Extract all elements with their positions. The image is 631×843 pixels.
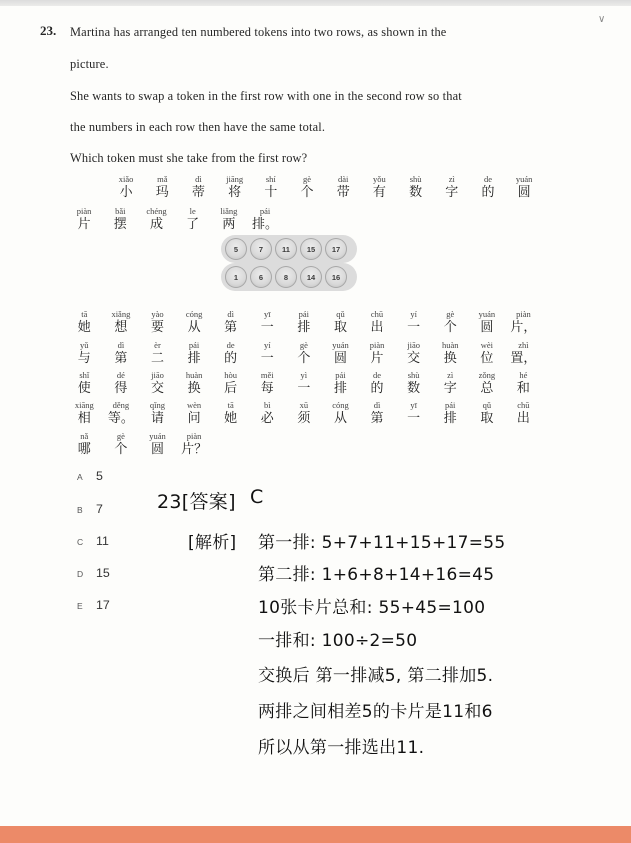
option-c-letter: C (77, 537, 84, 547)
question-line-2: picture. (70, 57, 109, 71)
pinyin-syllable: jiāo (407, 340, 421, 350)
option-e-letter: E (77, 601, 83, 611)
pinyin-character (212, 308, 249, 336)
hanzi-character: 第 (370, 411, 384, 426)
pinyin-character (66, 430, 103, 458)
token-row-1 (225, 238, 347, 260)
pinyin-character (176, 339, 213, 367)
bottom-color-band (0, 826, 631, 843)
pinyin-character (103, 430, 140, 458)
hanzi-character: 小 (119, 185, 133, 200)
pinyin-syllable: gè (446, 309, 455, 319)
hanzi-character: 她 (77, 320, 91, 335)
pinyin-character (249, 399, 286, 427)
number-token: 11 (275, 238, 297, 260)
pinyin-syllable: pái (445, 400, 456, 410)
pinyin-character (505, 339, 542, 367)
pinyin-character (322, 339, 359, 367)
hanzi-character: 请 (150, 411, 164, 426)
pinyin-syllable: de (373, 370, 382, 380)
pinyin-syllable: zì (448, 174, 455, 184)
pinyin-character (432, 339, 469, 367)
pinyin-character (66, 399, 103, 427)
hanzi-character: 第 (114, 351, 128, 366)
handwritten-line-4: 一排和: 100÷2=50 (258, 631, 418, 651)
hanzi-character: 带 (336, 185, 350, 200)
hanzi-character: 后 (224, 381, 238, 396)
hanzi-character: 一 (297, 381, 311, 396)
hanzi-character: 换 (187, 381, 201, 396)
number-token: 16 (325, 266, 347, 288)
pinyin-syllable: le (189, 206, 196, 216)
pinyin-syllable: yuán (515, 174, 533, 184)
pinyin-syllable: piàn (76, 206, 92, 216)
handwritten-line-7: 所以从第一排选出11. (258, 738, 425, 758)
pinyin-syllable: pái (298, 309, 310, 319)
pinyin-syllable: tā (81, 309, 88, 319)
hanzi-character: 哪 (77, 442, 91, 457)
pinyin-character (469, 339, 506, 367)
pinyin-syllable: jiāng (226, 174, 244, 184)
hanzi-character: 的 (224, 351, 238, 366)
pinyin-row (66, 369, 542, 397)
pinyin-syllable: de (226, 340, 235, 350)
hanzi-character: 相 (77, 411, 91, 426)
handwritten-line-2: 第二排: 1+6+8+14+16=45 (258, 565, 495, 585)
pinyin-syllable: qǔ (336, 309, 345, 319)
question-line-4: the numbers in each row then have the same total. (70, 120, 326, 134)
pinyin-syllable: dé (116, 370, 125, 380)
pinyin-character (398, 173, 434, 201)
hanzi-character: 玛 (155, 185, 169, 200)
hanzi-character: 的 (481, 185, 495, 200)
pinyin-character (286, 339, 323, 367)
hanzi-character: 与 (77, 351, 91, 366)
pinyin-character (139, 308, 176, 336)
pinyin-character (139, 369, 176, 397)
pinyin-syllable: dài (338, 174, 349, 184)
hanzi-character: 从 (187, 320, 201, 335)
hanzi-character: 排 (333, 381, 347, 396)
hanzi-character: 要 (150, 320, 164, 335)
pinyin-character (359, 308, 396, 336)
pinyin-syllable: qǐng (149, 400, 166, 410)
pinyin-character (138, 205, 174, 233)
question-line-5: Which token must she take from the first row? (70, 151, 308, 165)
pinyin-character (432, 399, 469, 427)
option-e-value: 17 (96, 598, 110, 612)
pinyin-syllable: gè (303, 174, 312, 184)
pinyin-character (325, 173, 361, 201)
hanzi-character: 片？ (181, 442, 208, 457)
hanzi-character: 位 (480, 351, 494, 366)
hanzi-character: 和 (516, 381, 530, 396)
pinyin-syllable: zhì (518, 340, 529, 350)
handwritten-answer-label: 23[答案] (157, 491, 236, 513)
hanzi-character: 第 (224, 320, 238, 335)
pinyin-row (66, 308, 542, 336)
pinyin-syllable: yǒu (373, 174, 386, 184)
pinyin-row (66, 430, 212, 458)
pinyin-syllable: pái (259, 206, 271, 216)
pinyin-syllable: zǒng (478, 370, 496, 380)
pinyin-character (103, 399, 140, 427)
hanzi-character: 换 (443, 351, 457, 366)
pinyin-syllable: yí (263, 340, 271, 350)
pinyin-syllable: piàn (186, 431, 202, 441)
pinyin-character (211, 205, 247, 233)
hanzi-character: 等。 (107, 411, 134, 426)
pinyin-character (395, 369, 432, 397)
hanzi-character: 置， (510, 351, 537, 366)
number-token: 8 (275, 266, 297, 288)
hanzi-character: 交 (407, 351, 421, 366)
pinyin-syllable: dì (195, 174, 202, 184)
pinyin-syllable: jiāo (151, 370, 164, 380)
pinyin-character (217, 173, 253, 201)
pinyin-syllable: shǐ (79, 370, 90, 380)
hanzi-character: 每 (260, 381, 274, 396)
hanzi-character: 字 (443, 381, 457, 396)
hanzi-character: 问 (187, 411, 201, 426)
pinyin-syllable: wèn (186, 400, 202, 410)
hanzi-character: 交 (150, 381, 164, 396)
pinyin-character (247, 205, 283, 233)
pinyin-syllable: qǔ (482, 400, 492, 410)
hanzi-character: 一 (407, 411, 421, 426)
number-token: 15 (300, 238, 322, 260)
pinyin-row (66, 205, 283, 233)
hanzi-character: 取 (333, 320, 347, 335)
pinyin-syllable: yí (410, 309, 417, 319)
pinyin-syllable: shù (409, 174, 422, 184)
hanzi-character: 个 (114, 442, 128, 457)
hanzi-character: 圆 (150, 442, 164, 457)
pinyin-character (395, 308, 432, 336)
hanzi-character: 两 (222, 217, 236, 232)
pinyin-character (102, 205, 138, 233)
pinyin-character (289, 173, 325, 201)
hanzi-character: 得 (114, 381, 128, 396)
handwritten-line-3: 10张卡片总和: 55+45=100 (258, 598, 486, 618)
handwritten-line-5: 交换后 第一排减5, 第二排加5. (258, 666, 494, 686)
pinyin-syllable: dì (117, 340, 125, 350)
pinyin-syllable: cóng (185, 309, 203, 319)
pinyin-character (470, 173, 506, 201)
option-b-letter: B (77, 505, 83, 515)
pinyin-syllable: xū (299, 400, 309, 410)
handwritten-line-1: 第一排: 5+7+11+15+17=55 (258, 533, 506, 553)
pinyin-syllable: chū (517, 400, 530, 410)
pinyin-character (432, 308, 469, 336)
pinyin-syllable: dì (373, 400, 381, 410)
pinyin-syllable: bǎi (115, 206, 126, 216)
hanzi-character: 十 (264, 185, 278, 200)
handwritten-analysis-label: [解析] (188, 533, 237, 553)
pinyin-character (66, 369, 103, 397)
pinyin-character (249, 369, 286, 397)
hanzi-character: 总 (480, 381, 494, 396)
pinyin-syllable: yī (263, 309, 271, 319)
pinyin-syllable: yì (300, 370, 308, 380)
pinyin-character (176, 399, 213, 427)
pinyin-character (176, 308, 213, 336)
pinyin-syllable: èr (154, 340, 161, 350)
pinyin-syllable: yuán (332, 340, 349, 350)
pinyin-syllable: hòu (224, 370, 238, 380)
pinyin-syllable: mǎ (157, 174, 168, 184)
pinyin-syllable: dì (227, 309, 234, 319)
pinyin-syllable: chéng (146, 206, 167, 216)
number-token: 14 (300, 266, 322, 288)
question-line-1: Martina has arranged ten numbered tokens into two rows, as shown in the (70, 25, 447, 39)
pinyin-character (322, 369, 359, 397)
pinyin-character (359, 369, 396, 397)
hanzi-character: 的 (370, 381, 384, 396)
hanzi-character: 数 (409, 185, 423, 200)
pinyin-character (286, 308, 323, 336)
number-token: 7 (250, 238, 272, 260)
hanzi-character: 取 (480, 411, 494, 426)
pinyin-syllable: nǎ (80, 431, 89, 441)
pinyin-character (432, 369, 469, 397)
pinyin-character (286, 399, 323, 427)
pinyin-character (212, 399, 249, 427)
pinyin-character (103, 308, 140, 336)
hanzi-character: 圆 (333, 351, 347, 366)
hanzi-character: 圆 (517, 185, 531, 200)
pinyin-character (322, 399, 359, 427)
hanzi-character: 了 (186, 217, 200, 232)
pinyin-syllable: yǔ (80, 340, 89, 350)
pinyin-character (361, 173, 397, 201)
option-a-value: 5 (96, 469, 103, 483)
hanzi-character: 数 (407, 381, 421, 396)
pinyin-syllable: cóng (332, 400, 349, 410)
hanzi-character: 排 (443, 411, 457, 426)
pinyin-syllable: měi (260, 370, 274, 380)
hanzi-character: 一 (260, 320, 274, 335)
pinyin-row (66, 399, 542, 427)
pinyin-character (505, 399, 542, 427)
handwritten-line-6: 两排之间相差5的卡片是11和6 (258, 702, 493, 722)
pinyin-character (139, 430, 176, 458)
pinyin-syllable: de (483, 174, 492, 184)
pinyin-syllable: pái (188, 340, 200, 350)
number-token: 6 (250, 266, 272, 288)
option-b-value: 7 (96, 502, 103, 516)
pinyin-character (395, 339, 432, 367)
option-a-letter: A (77, 472, 83, 482)
pinyin-syllable: piàn (516, 309, 531, 319)
hanzi-character: 出 (516, 411, 530, 426)
pinyin-syllable: huàn (185, 370, 203, 380)
pinyin-character (506, 173, 542, 201)
pinyin-syllable: pái (335, 370, 346, 380)
pinyin-character (103, 339, 140, 367)
question-line-3: She wants to swap a token in the first row with one in the second row so that (70, 89, 462, 103)
pinyin-syllable: hé (519, 370, 528, 380)
page-corner-mark-icon: ∨ (598, 14, 606, 25)
hanzi-character: 摆 (113, 217, 127, 232)
pinyin-syllable: yuán (149, 431, 166, 441)
handwritten-answer-value: C (250, 486, 264, 508)
hanzi-character: 一 (407, 320, 421, 335)
pinyin-character (359, 339, 396, 367)
pinyin-character (176, 430, 213, 458)
hanzi-character: 片 (370, 351, 384, 366)
pinyin-character (144, 173, 180, 201)
pinyin-character (66, 339, 103, 367)
pinyin-syllable: yào (151, 309, 164, 319)
pinyin-character (180, 173, 216, 201)
hanzi-character: 片， (510, 320, 537, 335)
option-c-value: 11 (96, 534, 109, 548)
pinyin-character (505, 308, 542, 336)
pinyin-syllable: gè (116, 431, 125, 441)
hanzi-character: 想 (114, 320, 128, 335)
pinyin-syllable: xiǎng (111, 309, 131, 319)
pinyin-character (175, 205, 211, 233)
pinyin-syllable: shù (407, 370, 420, 380)
pinyin-character (139, 399, 176, 427)
pinyin-character (66, 205, 102, 233)
hanzi-character: 排 (297, 320, 311, 335)
pinyin-syllable: shí (265, 174, 276, 184)
pinyin-character (469, 399, 506, 427)
hanzi-character: 必 (260, 411, 274, 426)
pinyin-syllable: yī (410, 400, 417, 410)
hanzi-character: 排。 (252, 217, 279, 232)
pinyin-character (434, 173, 470, 201)
pinyin-character (108, 173, 144, 201)
hanzi-character: 她 (224, 411, 238, 426)
pinyin-syllable: bì (263, 400, 271, 410)
pinyin-syllable: děng (112, 400, 130, 410)
hanzi-character: 须 (297, 411, 311, 426)
pinyin-character (322, 308, 359, 336)
pinyin-syllable: chū (370, 309, 384, 319)
pinyin-character (359, 399, 396, 427)
hanzi-character: 排 (187, 351, 201, 366)
pinyin-syllable: gè (299, 340, 308, 350)
pinyin-syllable: tā (227, 400, 234, 410)
pinyin-character (253, 173, 289, 201)
hanzi-character: 圆 (480, 320, 494, 335)
pinyin-character (469, 308, 506, 336)
pinyin-character (212, 339, 249, 367)
hanzi-character: 片 (77, 217, 91, 232)
option-d-value: 15 (96, 566, 110, 580)
option-d-letter: D (77, 569, 84, 579)
pinyin-character (469, 369, 506, 397)
hanzi-character: 从 (333, 411, 347, 426)
hanzi-character: 一 (260, 351, 274, 366)
hanzi-character: 二 (150, 351, 164, 366)
pinyin-syllable: wèi (480, 340, 493, 350)
hanzi-character: 个 (443, 320, 457, 335)
number-token: 1 (225, 266, 247, 288)
pinyin-character (395, 399, 432, 427)
pinyin-character (66, 308, 103, 336)
hanzi-character: 出 (370, 320, 384, 335)
pinyin-character (505, 369, 542, 397)
pinyin-syllable: zì (447, 370, 454, 380)
number-token: 17 (325, 238, 347, 260)
hanzi-character: 将 (228, 185, 242, 200)
pinyin-character (176, 369, 213, 397)
pinyin-row (66, 339, 542, 367)
pinyin-character (103, 369, 140, 397)
question-number: 23. (40, 23, 57, 38)
pinyin-syllable: xiǎo (118, 174, 134, 184)
pinyin-character (212, 369, 249, 397)
pinyin-row (108, 173, 542, 201)
pinyin-character (286, 369, 323, 397)
pinyin-character (249, 308, 286, 336)
hanzi-character: 蒂 (191, 185, 205, 200)
hanzi-character: 使 (77, 381, 91, 396)
pinyin-syllable: xiāng (74, 400, 94, 410)
pinyin-character (249, 339, 286, 367)
pinyin-syllable: huàn (441, 340, 459, 350)
hanzi-character: 字 (445, 185, 459, 200)
pinyin-character (139, 339, 176, 367)
token-row-2 (225, 266, 347, 288)
hanzi-character: 个 (297, 351, 311, 366)
pinyin-syllable: liǎng (220, 206, 238, 216)
pinyin-syllable: piàn (369, 340, 385, 350)
hanzi-character: 有 (372, 185, 386, 200)
hanzi-character: 个 (300, 185, 314, 200)
hanzi-character: 成 (149, 217, 163, 232)
pinyin-syllable: yuán (478, 309, 496, 319)
number-token: 5 (225, 238, 247, 260)
